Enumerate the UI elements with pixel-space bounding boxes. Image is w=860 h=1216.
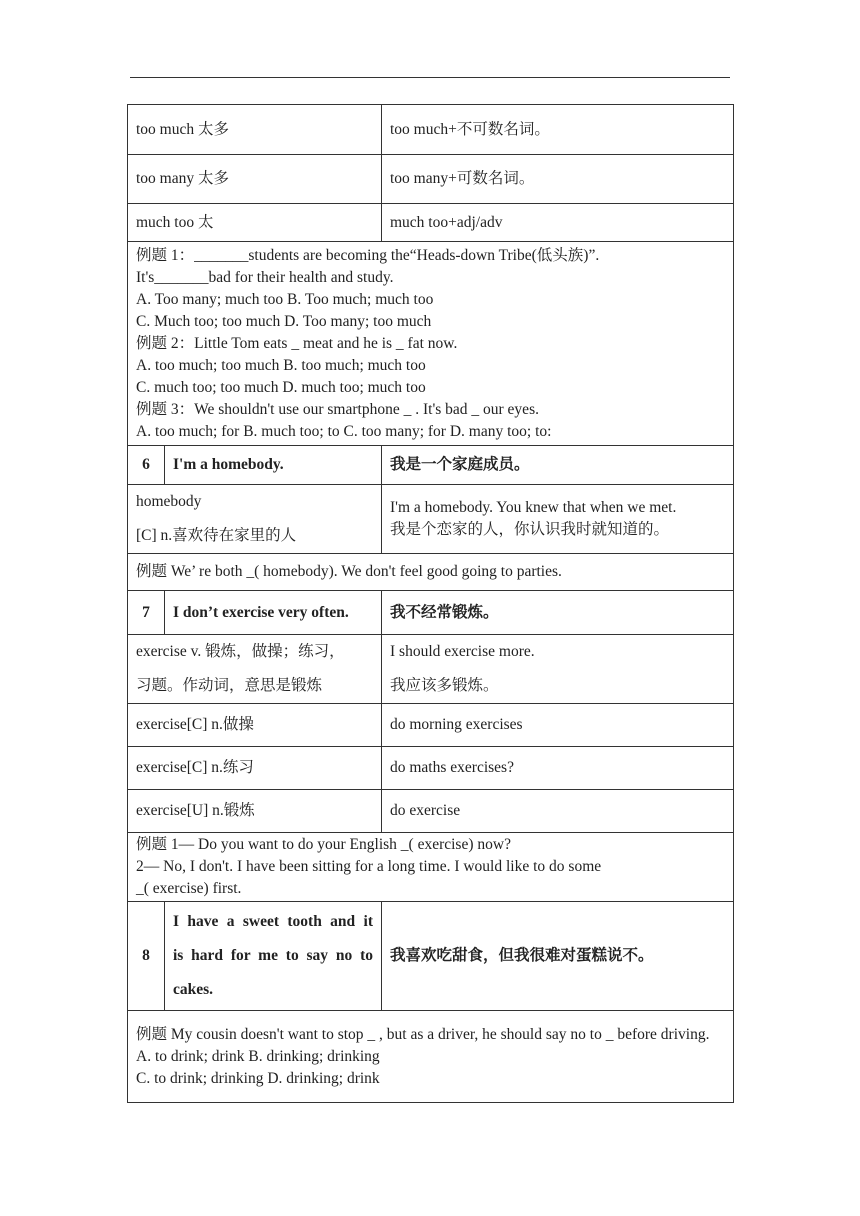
example-chinese: 我是个恋家的人，你认识我时就知道的。: [390, 521, 670, 538]
table-row: [128, 790, 734, 833]
example-row: [128, 1011, 734, 1103]
example-exercise-cell: [128, 833, 734, 902]
usage-cell: do exercise: [382, 790, 734, 833]
example-english: I'm a homebody. You knew that when we met.: [390, 499, 677, 516]
example-line: _( exercise) first.: [136, 880, 242, 897]
example-line: A. too much; too much B. too much; much too: [136, 356, 426, 374]
sentence-english: I'm a homebody.: [165, 446, 382, 485]
example-line: 例题 3：We shouldn't use our smartphone _ . It's bad _ our eyes.: [136, 400, 539, 418]
example-drink-cell: [128, 1011, 734, 1103]
table-row: [128, 485, 734, 554]
sentence-english-line: cakes.: [173, 981, 214, 998]
example-row: [128, 242, 734, 446]
phrase-cell: too much 太多: [128, 105, 382, 155]
usage-cell: do morning exercises: [382, 704, 734, 747]
example-line: C. much too; too much D. much too; much too: [136, 378, 426, 396]
example-english: I should exercise more.: [390, 643, 535, 660]
word: homebody: [136, 493, 202, 510]
table-row: [128, 635, 734, 704]
table-row: [128, 204, 734, 242]
example-line: 例题 My cousin doesn't want to stop _ , but as a driver, he should say no to _ before driving.: [136, 1025, 710, 1043]
usage-cell: do maths exercises?: [382, 747, 734, 790]
usage-cell: too many+可数名词。: [382, 155, 734, 204]
sentence-english-line: is hard for me to say no to: [173, 947, 373, 964]
example-line: 2— No, I don't. I have been sitting for a long time. I would like to do some: [136, 858, 602, 875]
example-line: 例题 1：_______students are becoming the“Heads-down Tribe(低头族)”.: [136, 246, 600, 264]
phrase-cell: exercise[C] n.练习: [128, 747, 382, 790]
sentence-number: 8: [128, 902, 165, 1011]
word-cell: [128, 635, 382, 704]
sentence-english: I don’t exercise very often.: [165, 591, 382, 635]
sentence-chinese: 我是一个家庭成员。: [382, 446, 734, 485]
phrase-cell: exercise[U] n.锻炼: [128, 790, 382, 833]
example-homebody-cell: 例题 We’ re both _( homebody). We don't feel good going to parties.: [128, 554, 734, 591]
word-cell: [128, 485, 382, 554]
word-definition: 习题。作动词，意思是锻炼: [136, 677, 323, 694]
example-line: It's_______bad for their health and study.: [136, 268, 394, 286]
example-line: A. to drink; drink B. drinking; drinking: [136, 1047, 380, 1065]
example-line: 例题 1— Do you want to do your English _( exercise) now?: [136, 836, 511, 853]
sentence-number: 6: [128, 446, 165, 485]
example-line: C. to drink; drinking D. drinking; drink: [136, 1069, 380, 1087]
example-row: [128, 554, 734, 591]
table-row: [128, 747, 734, 790]
example-line: A. too much; for B. much too; to C. too many; for D. many too; to:: [136, 422, 552, 440]
sentence-number: 7: [128, 591, 165, 635]
sentence-row: [128, 902, 734, 1011]
example-chinese: 我应该多锻炼。: [390, 677, 499, 694]
table-row: [128, 704, 734, 747]
example-sentence-cell: [382, 485, 734, 554]
phrase-cell: much too 太: [128, 204, 382, 242]
word-definition: [C] n.喜欢待在家里的人: [136, 527, 297, 544]
usage-cell: too much+不可数名词。: [382, 105, 734, 155]
usage-cell: much too+adj/adv: [382, 204, 734, 242]
example-line: 例题 2：Little Tom eats _ meat and he is _ fat now.: [136, 334, 458, 352]
phrase-cell: too many 太多: [128, 155, 382, 204]
sentence-chinese: 我不经常锻炼。: [382, 591, 734, 635]
example-line: A. Too many; much too B. Too much; much too: [136, 290, 434, 308]
example-row: [128, 833, 734, 902]
sentence-row: [128, 446, 734, 485]
sentence-english-line: I have a sweet tooth and it: [173, 913, 373, 930]
example-sentence-cell: [382, 635, 734, 704]
word-definition: exercise v. 锻炼，做操；练习，: [136, 643, 345, 660]
example-too-cell: [128, 242, 734, 446]
sentence-chinese: 我喜欢吃甜食，但我很难对蛋糕说不。: [382, 902, 734, 1011]
vocab-table: [127, 104, 734, 1103]
sentence-english: [165, 902, 382, 1011]
table-row: [128, 155, 734, 204]
header-rule: [130, 77, 730, 78]
sentence-row: [128, 591, 734, 635]
phrase-cell: exercise[C] n.做操: [128, 704, 382, 747]
table-row: [128, 105, 734, 155]
example-line: C. Much too; too much D. Too many; too much: [136, 312, 432, 330]
